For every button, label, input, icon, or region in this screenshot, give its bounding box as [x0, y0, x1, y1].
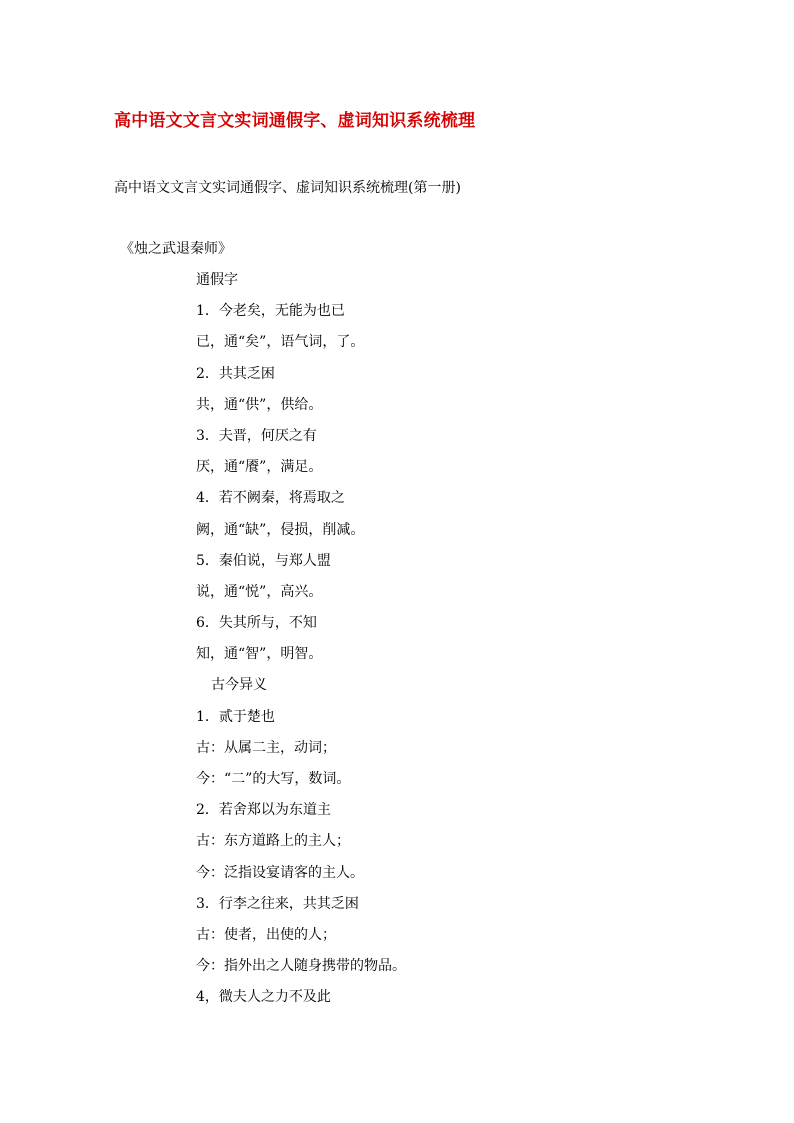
text-line: 5．秦伯说，与郑人盟	[196, 552, 331, 569]
text-line: 2．共其乏困	[196, 365, 275, 382]
text-line: 古：东方道路上的主人；	[196, 833, 350, 850]
text-line: 厌，通“餍”，满足。	[196, 459, 323, 476]
text-line: 4．若不阙秦，将焉取之	[196, 490, 345, 507]
text-line: 共，通“供”，供给。	[196, 396, 323, 413]
text-line: 3．夫晋，何厌之有	[196, 427, 317, 444]
section-heading-gujinyiyi: 古今异义	[211, 677, 267, 694]
text-line: 说，通“悦”，高兴。	[196, 583, 323, 600]
text-line: 古：从属二主，动词；	[196, 739, 336, 756]
document-title: 高中语文文言文实词通假字、虚词知识系统梳理	[114, 111, 476, 131]
text-line: 4，微夫人之力不及此	[196, 989, 331, 1006]
text-line: 古：使者，出使的人；	[196, 926, 336, 943]
text-line: 阙，通“缺”，侵损，削减。	[196, 521, 365, 538]
document-subtitle: 高中语文文言文实词通假字、虚词知识系统梳理(第一册)	[114, 180, 461, 196]
text-line: 3．行李之往来，共其乏困	[196, 895, 359, 912]
text-line: 今：“二”的大写，数词。	[196, 771, 351, 787]
text-line: 今：泛指设宴请客的主人。	[196, 864, 364, 881]
text-line: 1．贰于楚也	[196, 708, 275, 725]
text-line: 2．若舍郑以为东道主	[196, 802, 331, 819]
text-line: 6．失其所与，不知	[196, 615, 317, 632]
text-line: 已，通“矣”，语气词，了。	[196, 334, 365, 351]
content-lines	[196, 270, 756, 1019]
text-line: 1．今老矣，无能为也已	[196, 303, 345, 320]
text-line: 今：指外出之人随身携带的物品。	[196, 958, 406, 975]
text-line: 知，通“智”，明智。	[196, 646, 323, 663]
lesson-title: 《烛之武退秦师》	[120, 241, 232, 257]
section-heading-tongjiazi: 通假字	[196, 272, 238, 288]
